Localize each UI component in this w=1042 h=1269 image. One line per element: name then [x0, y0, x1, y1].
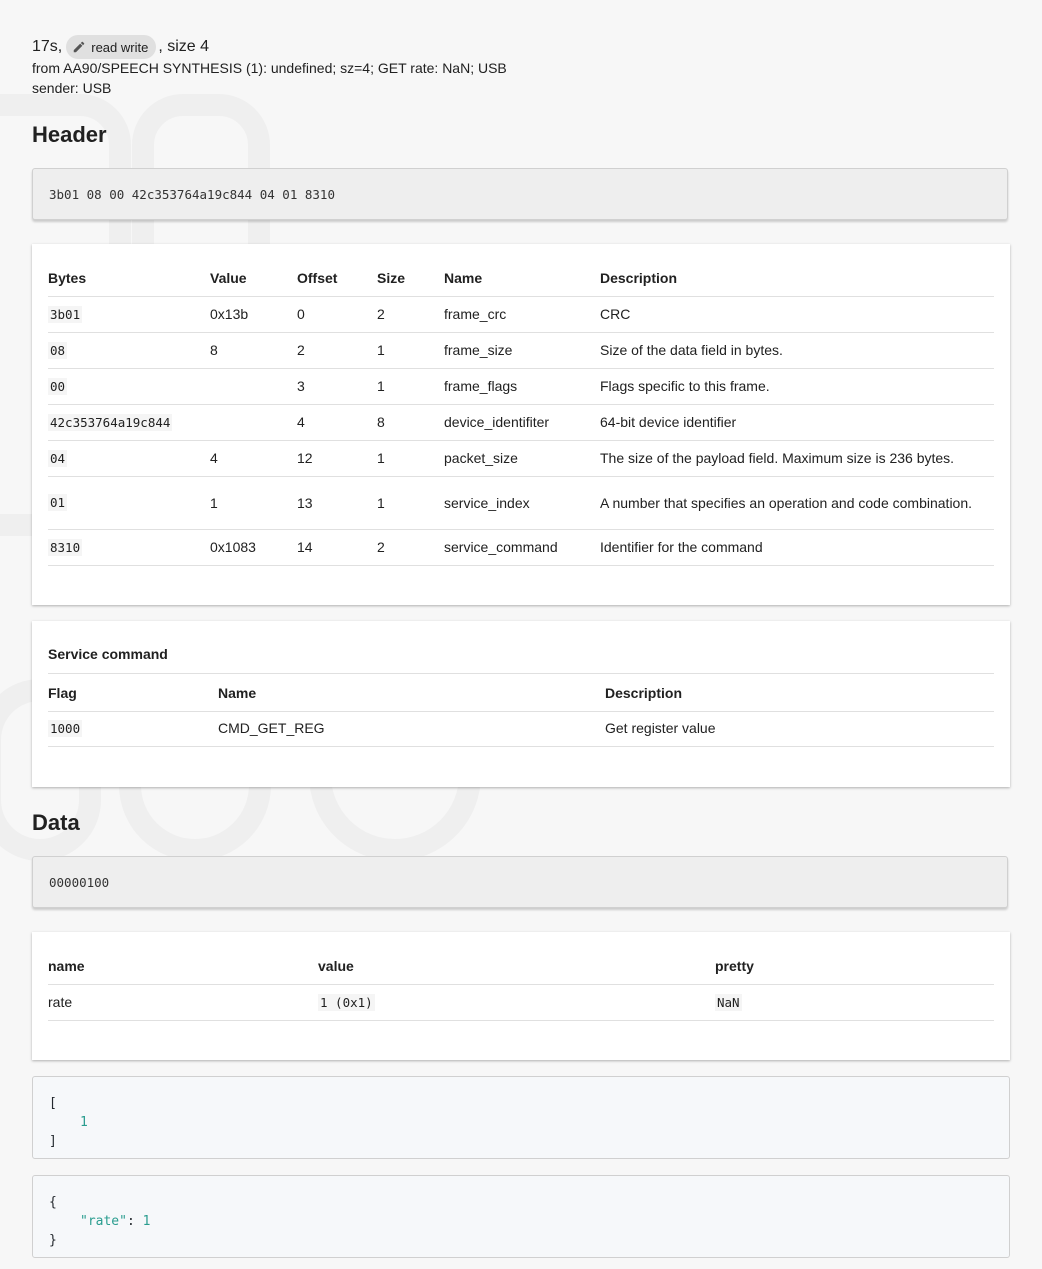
sender-line: sender: USB: [32, 80, 112, 96]
data-fields-card: [32, 932, 1010, 1060]
flag-cell: 1000: [50, 720, 81, 736]
value-cell: 1 (0x1): [320, 994, 373, 1010]
data-hex: 00000100: [49, 875, 110, 890]
table-row: [48, 332, 994, 369]
size-cell: 1: [377, 378, 385, 394]
json-separator: :: [126, 1214, 143, 1229]
json-open-brace: {: [49, 1195, 57, 1210]
json-open-bracket: [: [49, 1096, 57, 1111]
value-cell: 4: [210, 450, 218, 466]
col-value: Value: [210, 270, 247, 286]
col-description: Description: [600, 270, 678, 286]
access-chip-label: read write: [91, 39, 149, 55]
name-cell: frame_flags: [444, 378, 518, 394]
description-cell: A number that specifies an operation and code combination.: [600, 494, 973, 511]
description-cell: Flags specific to this frame.: [600, 378, 770, 394]
value-cell: 8: [210, 342, 218, 358]
table-row: [48, 440, 994, 477]
offset-cell: 0: [297, 306, 305, 322]
table-row: [48, 710, 994, 747]
size-text: , size 4: [158, 38, 210, 55]
description-cell: 64-bit device identifier: [600, 414, 737, 430]
size-cell: 8: [377, 414, 385, 430]
size-cell: 1: [377, 450, 385, 466]
name-cell: service_command: [444, 539, 558, 555]
json-array-value: 1: [80, 1115, 88, 1130]
size-cell: 2: [377, 539, 385, 555]
table-row: [48, 984, 994, 1021]
service-command-card: [32, 621, 1010, 787]
service-command-header-row: [48, 673, 994, 712]
col-size: Size: [377, 270, 406, 286]
name-cell: packet_size: [444, 450, 518, 466]
from-line: from AA90/SPEECH SYNTHESIS (1): undefined; sz=4; GET rate: NaN; USB: [32, 60, 507, 76]
value-cell: 0x13b: [210, 306, 249, 322]
header-fields-header-row: [48, 260, 994, 297]
offset-cell: 14: [297, 539, 313, 555]
size-cell: 1: [377, 342, 385, 358]
data-hex-box: [32, 856, 1008, 908]
bytes-cell: 08: [50, 342, 66, 358]
description-cell: Get register value: [605, 720, 716, 736]
table-row: [48, 368, 994, 405]
pencil-icon: [72, 40, 86, 54]
header-fields-card: [32, 244, 1010, 605]
name-cell: device_identifiter: [444, 414, 550, 430]
description-cell: Size of the data field in bytes.: [600, 342, 783, 358]
description-cell: The size of the payload field. Maximum size is 236 bytes.: [600, 450, 955, 466]
json-close-brace: }: [49, 1233, 57, 1248]
value-cell: 1: [210, 494, 218, 511]
col-name: Name: [218, 684, 257, 701]
name-cell: CMD_GET_REG: [218, 720, 325, 736]
col-bytes: Bytes: [48, 270, 87, 286]
json-entry: [80, 1214, 150, 1229]
offset-cell: 13: [297, 494, 313, 511]
bytes-cell: 01: [50, 495, 66, 510]
bytes-cell: 42c353764a19c844: [50, 414, 171, 430]
elapsed-time: 17s,: [32, 38, 63, 55]
table-row: [48, 529, 994, 566]
name-cell: frame_crc: [444, 306, 507, 322]
json-close-bracket: ]: [49, 1134, 57, 1149]
json-key: "rate": [80, 1214, 127, 1229]
col-flag: Flag: [48, 684, 77, 701]
table-row: [48, 296, 994, 333]
header-hex-box: [32, 168, 1008, 220]
name-cell: frame_size: [444, 342, 513, 358]
size-cell: 2: [377, 306, 385, 322]
col-value: value: [318, 958, 354, 974]
offset-cell: 2: [297, 342, 305, 358]
json-object-box: [32, 1175, 1010, 1258]
col-offset: Offset: [297, 270, 338, 286]
bytes-cell: 3b01: [50, 306, 81, 322]
col-description: Description: [605, 684, 683, 701]
header-hex: 3b01 08 00 42c353764a19c844 04 01 8310: [49, 187, 335, 202]
data-fields-header-row: [48, 948, 994, 985]
value-cell: 0x1083: [210, 539, 256, 555]
access-chip[interactable]: [66, 35, 156, 59]
service-command-title: Service command: [48, 646, 168, 662]
col-pretty: pretty: [715, 958, 754, 974]
offset-cell: 4: [297, 414, 305, 430]
col-name: Name: [444, 270, 483, 286]
table-row: [48, 476, 994, 530]
message-summary: [32, 35, 209, 59]
col-name: name: [48, 958, 85, 974]
pretty-cell: NaN: [717, 994, 740, 1010]
offset-cell: 3: [297, 378, 305, 394]
description-cell: CRC: [600, 306, 631, 322]
name-cell: service_index: [444, 494, 530, 511]
bytes-cell: 8310: [50, 539, 81, 555]
json-value: 1: [142, 1214, 151, 1229]
json-array-box: [32, 1076, 1010, 1159]
name-cell: rate: [48, 994, 73, 1010]
description-cell: Identifier for the command: [600, 539, 763, 555]
size-cell: 1: [377, 494, 385, 511]
offset-cell: 12: [297, 450, 313, 466]
bytes-cell: 00: [50, 378, 66, 394]
header-section-title: Header: [32, 122, 107, 147]
bytes-cell: 04: [50, 450, 66, 466]
table-row: [48, 404, 994, 441]
data-section-title: Data: [32, 810, 80, 835]
